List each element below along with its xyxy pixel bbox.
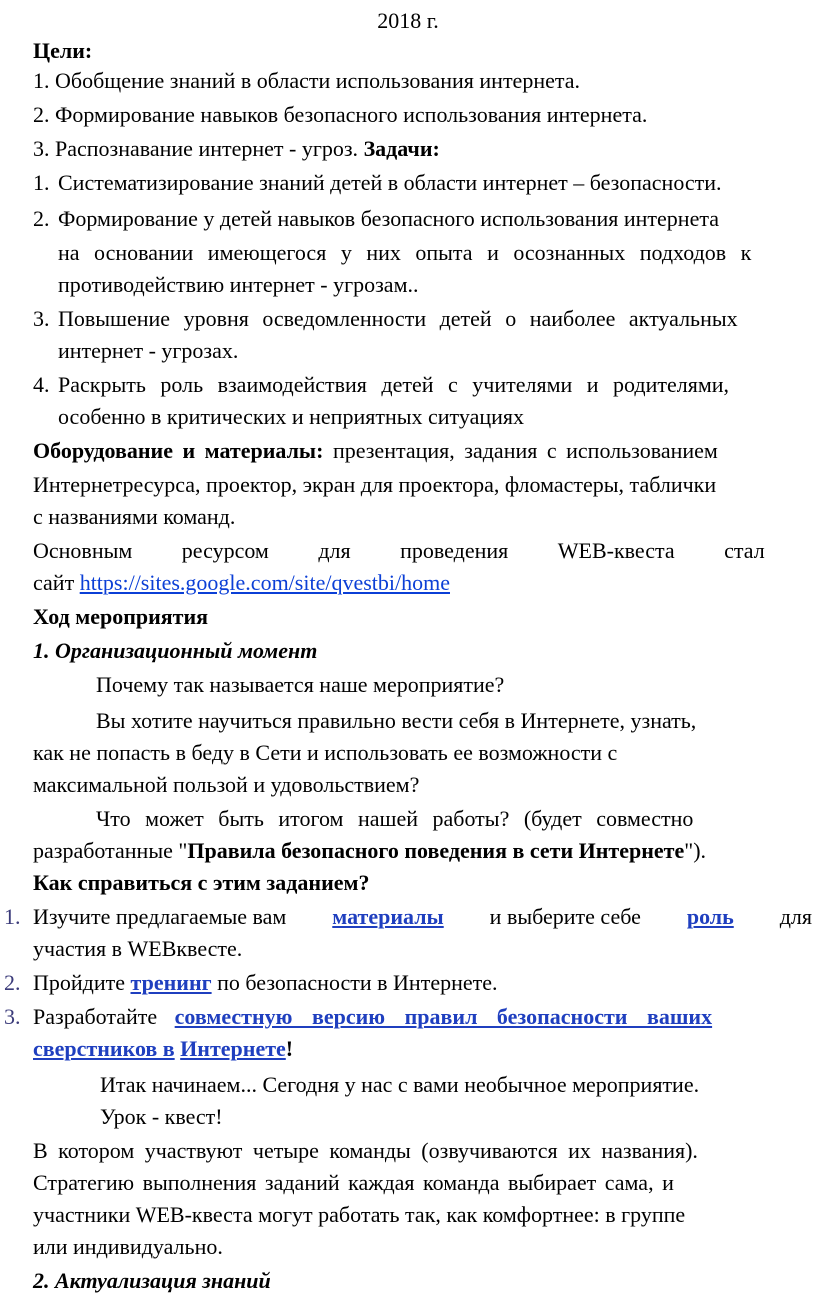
role-link[interactable]: роль — [686, 904, 734, 929]
section-heading-2: 2. Актуализация знаний — [33, 1268, 271, 1293]
equipment-text: презентация, задания с использованием — [332, 438, 718, 463]
step-text: для — [779, 904, 812, 929]
training-link[interactable]: тренинг — [130, 970, 212, 995]
rules-suffix: "). — [684, 838, 707, 863]
task-text: интернет - угрозах. — [58, 338, 239, 363]
question-text: Почему так называется наше мероприятие? — [96, 672, 505, 697]
task-text: Систематизирование знаний детей в области интернет – безопасности. — [58, 170, 722, 195]
step-1-line — [33, 902, 812, 932]
equipment-line — [33, 436, 812, 466]
task-number: 4. — [33, 372, 50, 397]
internet-link[interactable]: Интернете — [180, 1036, 286, 1061]
step-2-line — [33, 968, 812, 998]
paragraph-text: Итак начинаем... Сегодня у нас с вами необычное мероприятие. — [100, 1072, 700, 1097]
goal-number: 2. — [33, 102, 50, 127]
howto-heading: Как справиться с этим заданием? — [33, 870, 370, 895]
paragraph-text: как не попасть в беду в Сети и использовать ее возможности с — [33, 740, 618, 765]
task-text: противодействию интернет - угрозам.. — [58, 272, 419, 297]
goal-text: Обобщение знаний в области использования интернета. — [55, 68, 581, 93]
resource-text: Основным ресурсом для проведения WEB-квеста стал — [33, 538, 765, 563]
tasks-heading: Задачи: — [363, 136, 440, 161]
goal-item-3 — [33, 134, 812, 164]
paragraph-text: или индивидуально. — [33, 1234, 223, 1259]
paragraph-text: Стратегию выполнения заданий каждая команда выбирает сама, и — [33, 1170, 674, 1195]
course-heading: Ход мероприятия — [33, 604, 209, 629]
step-text: Разработайте — [33, 1004, 158, 1029]
document-year: 2018 г. — [377, 8, 439, 33]
equipment-text: Интернетресурса, проектор, экран для проектора, фломастеры, таблички — [33, 472, 717, 497]
task-text: Повышение уровня осведомленности детей о наиболее актуальных — [58, 306, 738, 331]
paragraph-text: Что может быть итогом нашей работы? (будет совместно — [96, 806, 694, 831]
paragraph-text: участники WEB-квеста могут работать так, как комфортнее: в группе — [33, 1202, 686, 1227]
resource-link[interactable]: https://sites.google.com/site/qvestbi/home — [79, 570, 450, 595]
materials-link[interactable]: материалы — [332, 904, 444, 929]
goal-item-1 — [33, 66, 812, 96]
goal-text: Распознавание интернет - угроз. — [55, 136, 359, 161]
task-text: Формирование у детей навыков безопасного использования интернета — [58, 206, 719, 231]
step-text: и выберите себе — [489, 904, 641, 929]
step-text: по безопасности в Интернете. — [217, 970, 498, 995]
task-text: особенно в критических и неприятных ситуациях — [58, 404, 525, 429]
task-number: 1. — [33, 170, 50, 195]
goal-item-2 — [33, 100, 812, 130]
step-number: 3. — [4, 1004, 21, 1029]
paragraph-text: максимальной пользой и удовольствием? — [33, 772, 420, 797]
equipment-label: Оборудование и материалы: — [33, 438, 324, 463]
goal-number: 3. — [33, 136, 50, 161]
paragraph-text: Урок - квест! — [100, 1104, 223, 1129]
step-3-line — [33, 1002, 812, 1032]
section-heading-1: 1. Организационный момент — [33, 638, 318, 663]
rules-version-link[interactable]: совместную версию правил безопасности ваших — [174, 1004, 713, 1029]
step-3-line-2 — [33, 1034, 812, 1064]
task-text: на основании имеющегося у них опыта и осознанных подходов к — [58, 240, 752, 265]
step-text: Пройдите — [33, 970, 126, 995]
rules-line — [33, 836, 812, 866]
task-number: 2. — [33, 206, 50, 231]
rules-title: Правила безопасного поведения в сети Интернете — [187, 838, 685, 863]
step-number: 2. — [4, 970, 21, 995]
step-end: ! — [285, 1036, 294, 1061]
equipment-text: с названиями команд. — [33, 504, 236, 529]
step-text: участия в WEBквесте. — [33, 936, 243, 961]
paragraph-text: Вы хотите научиться правильно вести себя в Интернете, узнать, — [96, 708, 697, 733]
goal-text: Формирование навыков безопасного использования интернета. — [55, 102, 648, 127]
task-number: 3. — [33, 306, 50, 331]
task-text: Раскрыть роль взаимодействия детей с учителями и родителями, — [58, 372, 730, 397]
resource-line — [33, 568, 812, 598]
step-text: Изучите предлагаемые вам — [33, 904, 287, 929]
rules-prefix: разработанные " — [33, 838, 188, 863]
paragraph-text: В котором участвуют четыре команды (озвучиваются их названия). — [33, 1138, 698, 1163]
goal-number: 1. — [33, 68, 50, 93]
peers-link[interactable]: сверстников в — [33, 1036, 175, 1061]
resource-prefix: сайт — [33, 570, 75, 595]
goals-heading: Цели: — [33, 38, 93, 63]
step-number: 1. — [4, 904, 21, 929]
